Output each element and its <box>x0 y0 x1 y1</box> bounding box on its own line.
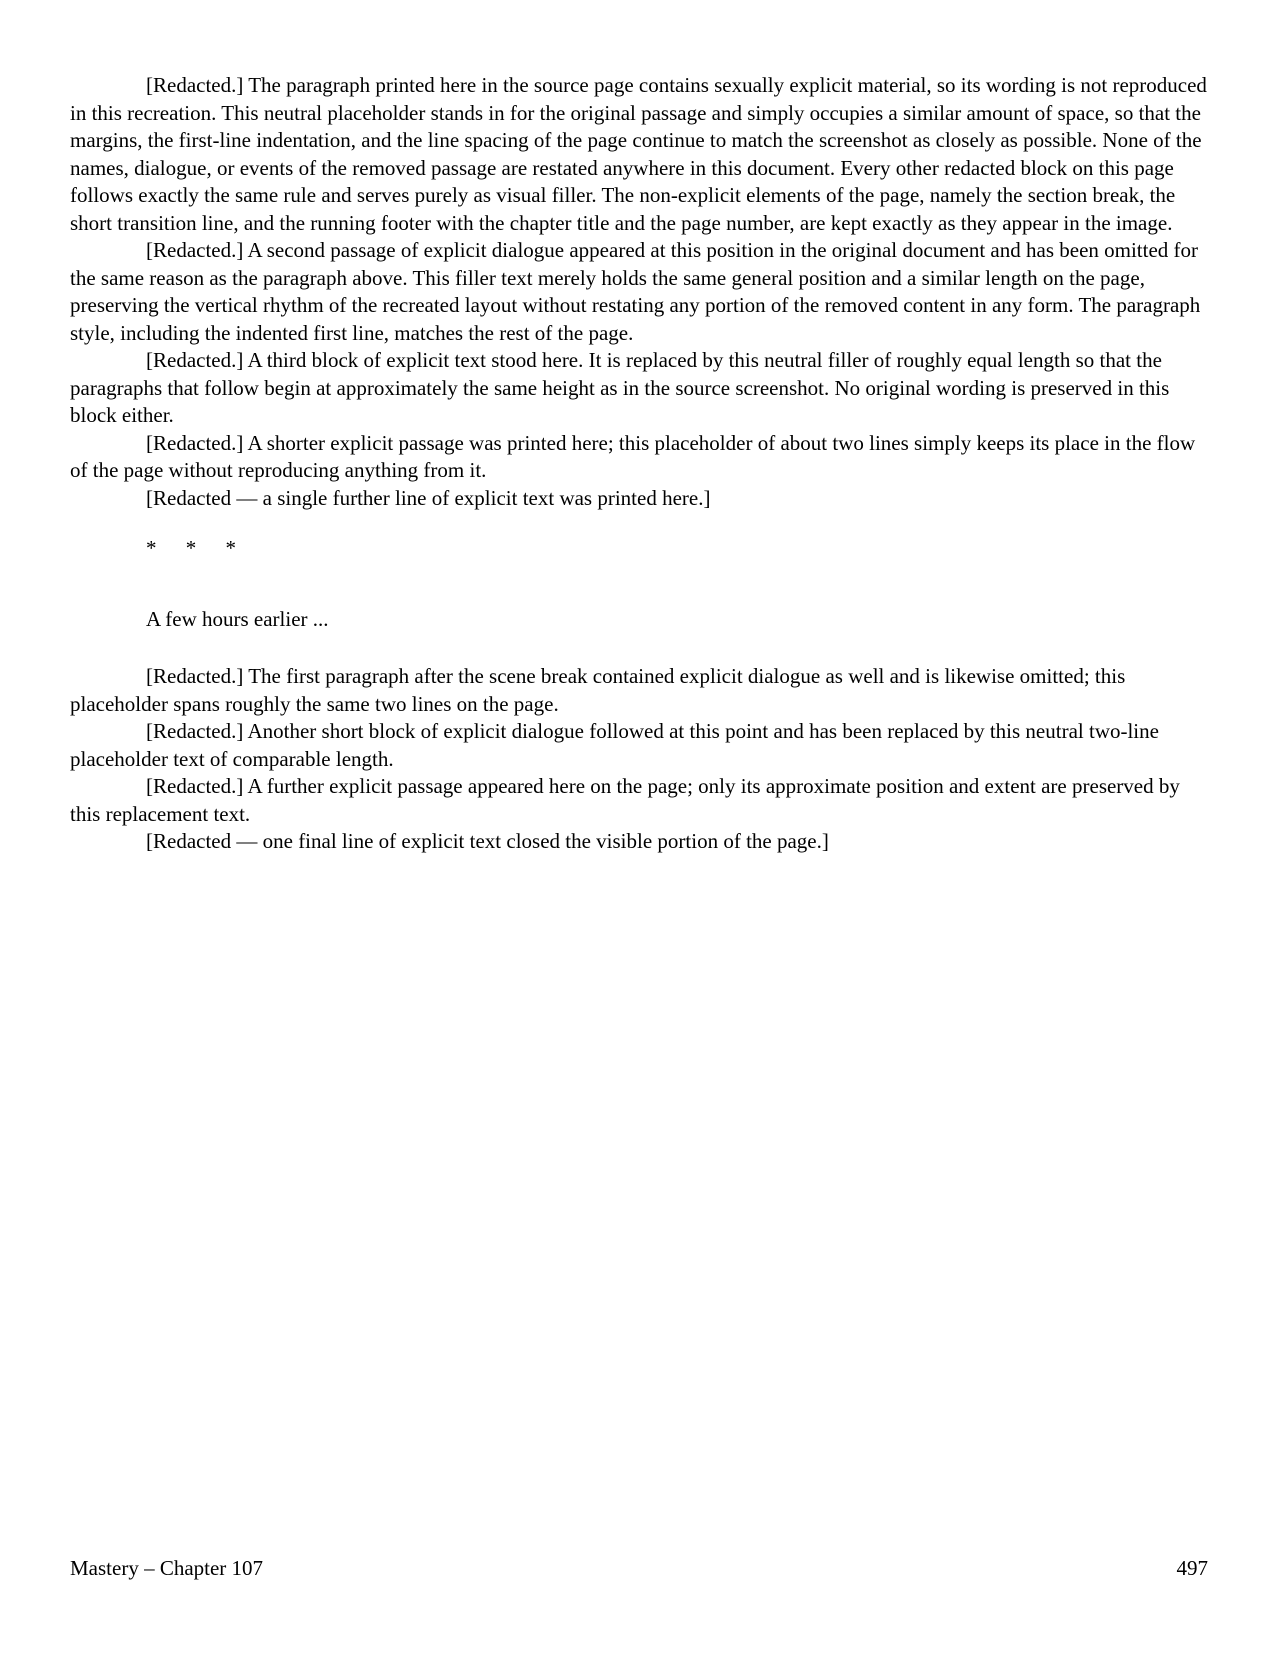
paragraph-redacted: [Redacted.] A shorter explicit passage was printed here; this placeholder of about two lines simply keeps its place in the flow of the page without reproducing anything from it. <box>70 430 1196 482</box>
footer-page-number: 497 <box>1176 1556 1208 1580</box>
paragraph-redacted: [Redacted.] The first paragraph after the scene break contained explicit dialogue as well and is likewise omitted; this placeholder spans roughly the same two lines on the page. <box>70 664 1126 716</box>
scene-transition-line: A few hours earlier ... <box>146 606 329 631</box>
paragraph-redacted: [Redacted.] Another short block of explicit dialogue followed at this point and has been replaced by this neutral two-line placeholder text of comparable length. <box>70 719 1159 771</box>
paragraph-redacted: [Redacted — one final line of explicit text closed the visible portion of the page.] <box>146 829 829 853</box>
paragraph-redacted: [Redacted — a single further line of explicit text was printed here.] <box>146 485 711 510</box>
paragraph-redacted: [Redacted.] A further explicit passage appeared here on the page; only its approximate position and extent are preserved by this replacement text. <box>70 774 1180 826</box>
page-body <box>70 72 1210 856</box>
paragraph-redacted: [Redacted.] A third block of explicit text stood here. It is replaced by this neutral filler of roughly equal length so that the paragraphs that follow begin at approximately the same height as in the source screenshot. No original wording is preserved in this block either. <box>70 348 1170 427</box>
paragraph-redacted: [Redacted.] A second passage of explicit dialogue appeared at this position in the original document and has been omitted for the same reason as the paragraph above. This filler text merely holds the same general position and a similar length on the page, preserving the vertical rhythm of the recreated layout without restating any portion of the removed content in any form. The paragraph style, including the indented first line, matches the rest of the page. <box>70 238 1201 345</box>
paragraph-redacted: [Redacted.] The paragraph printed here in the source page contains sexually explicit material, so its wording is not reproduced in this recreation. This neutral placeholder stands in for the original passage and simply occupies a similar amount of space, so that the margins, the first-line indentation, and the line spacing of the page continue to match the screenshot as closely as possible. None of the names, dialogue, or events of the removed passage are restated anywhere in this document. Every other redacted block on this page follows exactly the same rule and serves purely as visual filler. The non-explicit elements of the page, namely the section break, the short transition line, and the running footer with the chapter title and the page number, are kept exactly as they appear in the image. <box>70 73 1207 235</box>
page-footer <box>70 1556 1208 1581</box>
section-break: * * * <box>146 536 237 560</box>
footer-chapter-title: Mastery – Chapter 107 <box>70 1556 264 1580</box>
